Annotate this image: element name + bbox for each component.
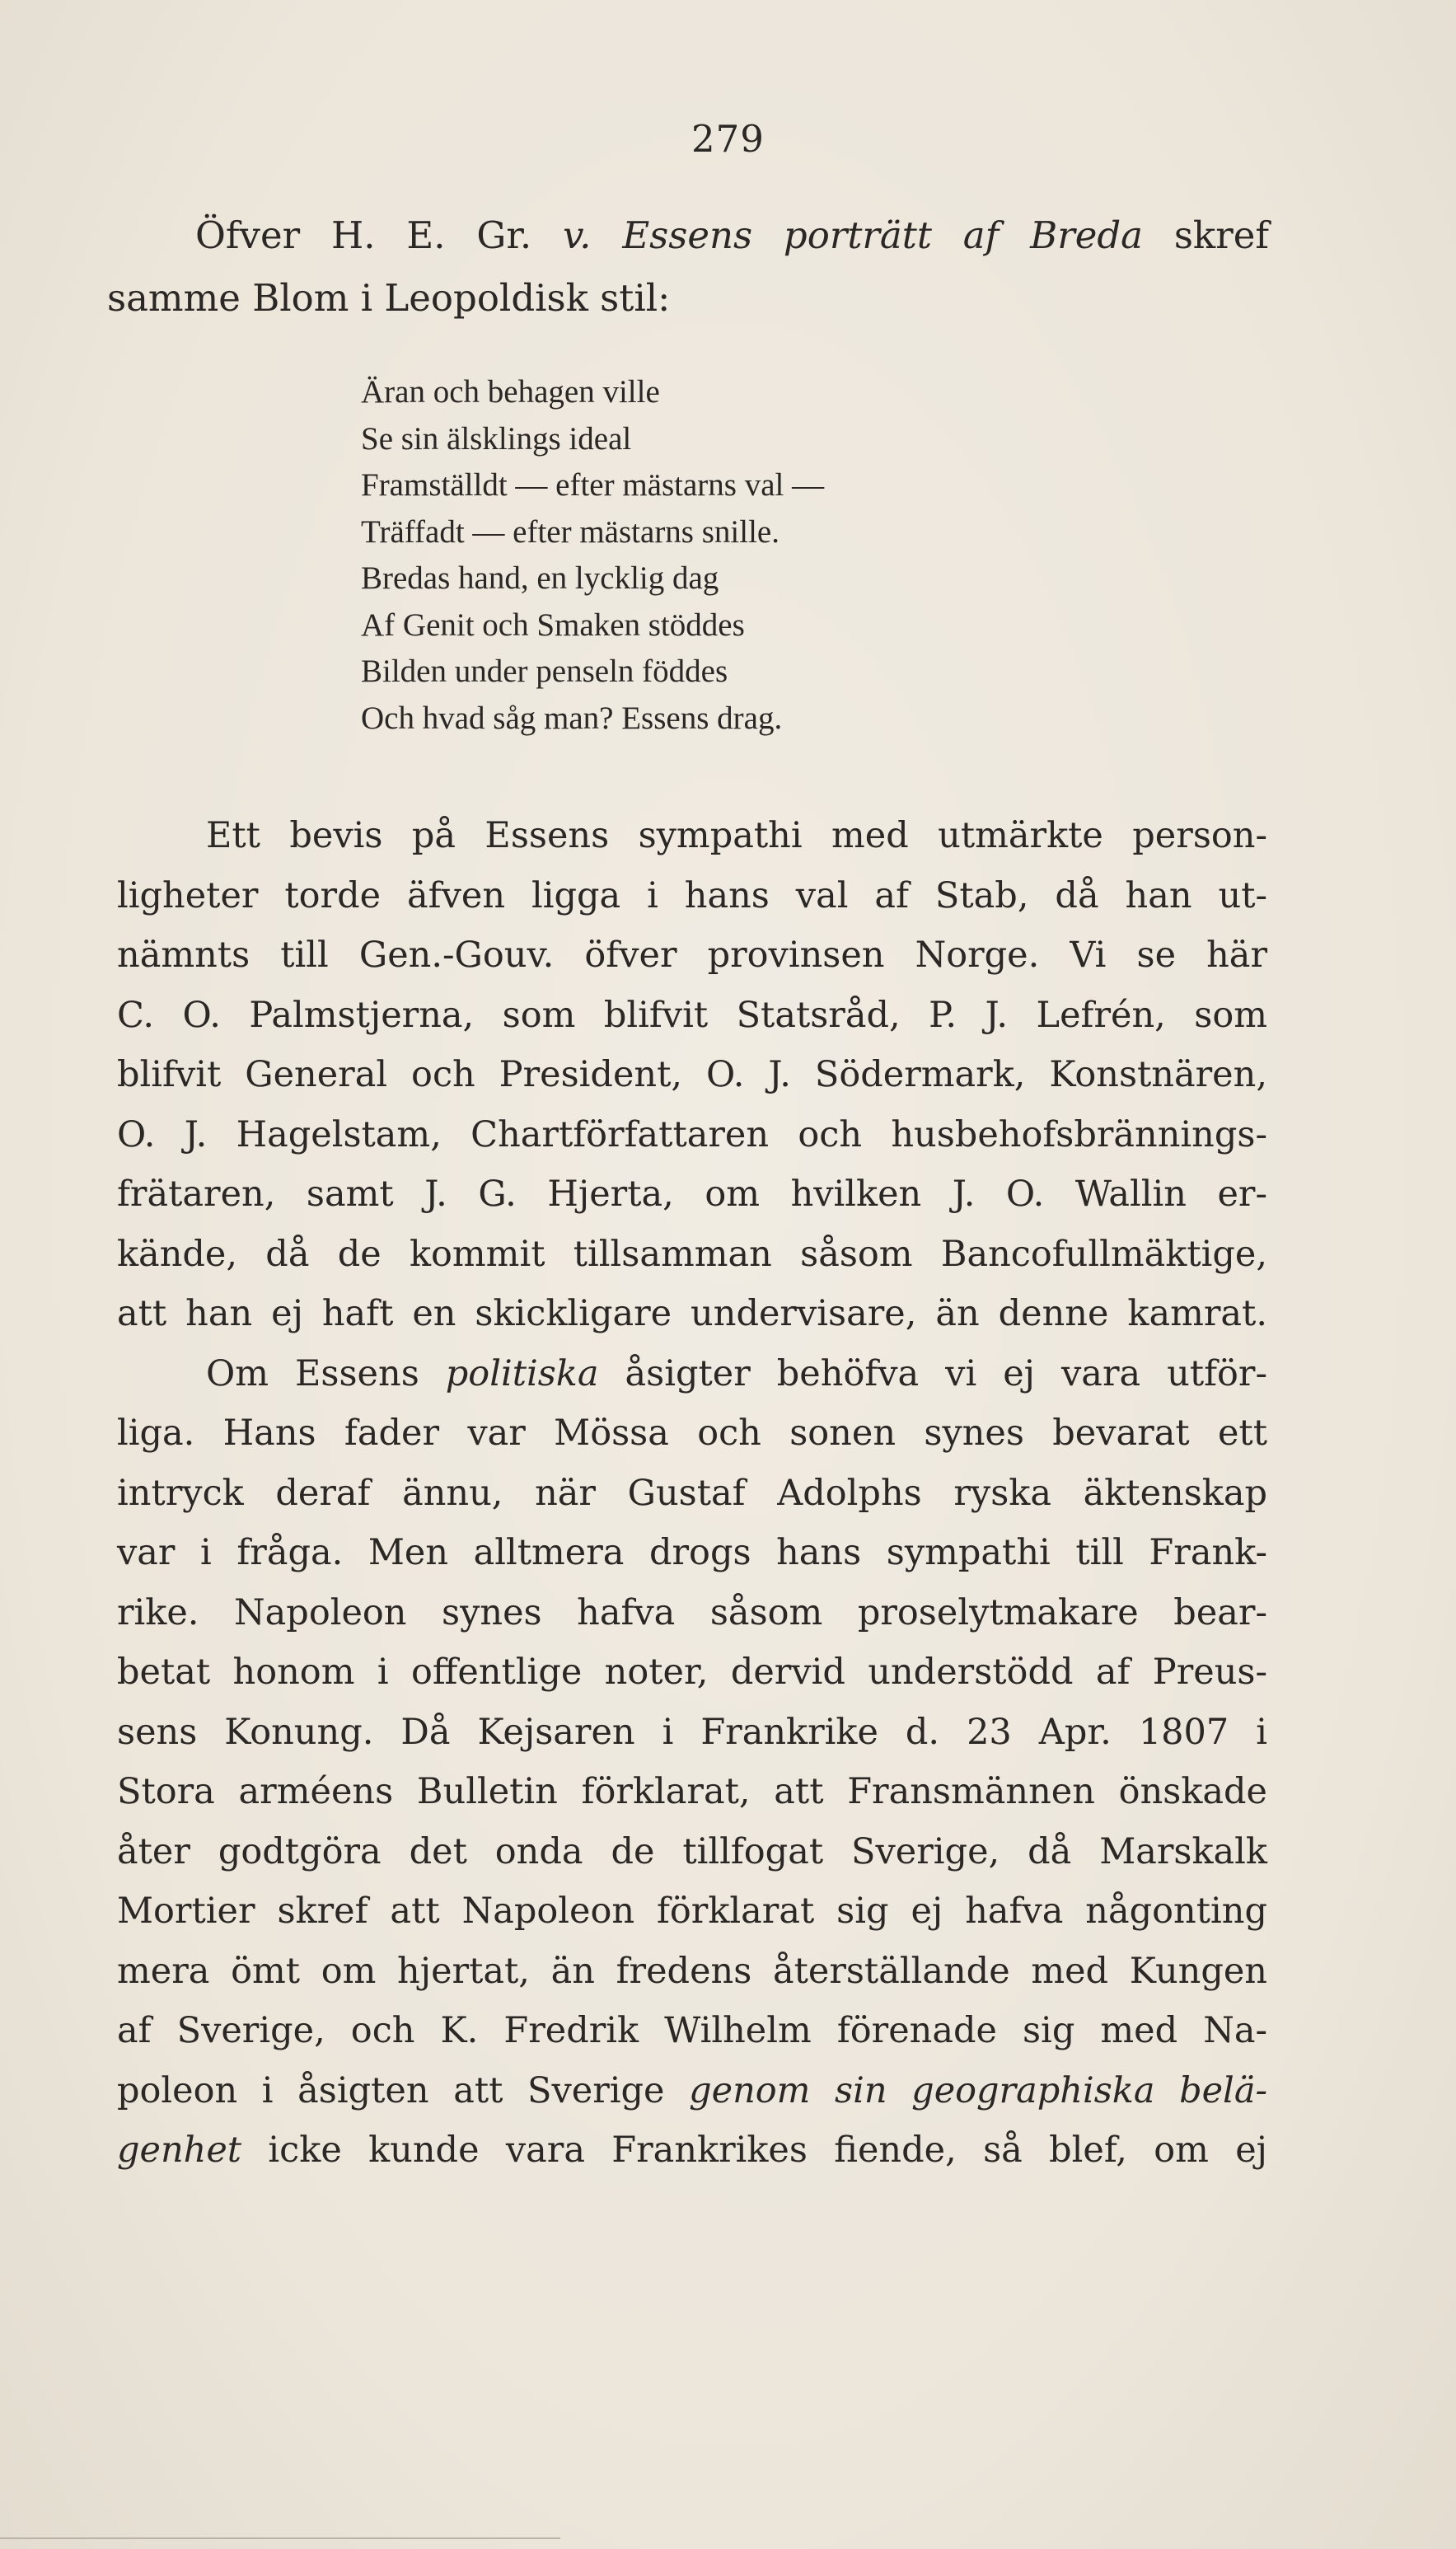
body-text-fragment: icke kunde vara Frankrikes fiende, så blef, om ej <box>241 2130 1267 2171</box>
poem-line: Och hvad såg man? Essens drag. <box>361 700 783 736</box>
body-line: C. O. Palmstjerna, som blifvit Statsråd, P. J. Lefrén, som <box>117 994 1267 1036</box>
poem-line: Träffadt — efter mästarns snille. <box>361 513 779 550</box>
body-line: af Sverige, och K. Fredrik Wilhelm förenade sig med Na- <box>117 2010 1267 2051</box>
intro-line-2: samme Blom i Leopoldisk stil: <box>107 276 671 320</box>
body-line: kände, då de kommit tillsamman såsom Bancofullmäktige, <box>117 1233 1267 1275</box>
body-line: mera ömt om hjertat, än fredens återställande med Kungen <box>117 1950 1267 1992</box>
body-line: Mortier skref att Napoleon förklarat sig ej hafva någonting <box>117 1891 1267 1932</box>
intro-text-end: skref <box>1142 213 1269 257</box>
body-line: sens Konung. Då Kejsaren i Frankrike d. 23 Apr. 1807 i <box>117 1711 1267 1753</box>
page-number: 279 <box>691 117 765 161</box>
poem-line: Framställdt — efter mästarns val — <box>361 467 825 503</box>
intro-italic-title: v. Essens porträtt af Breda <box>563 213 1143 257</box>
body-line: var i fråga. Men alltmera drogs hans sympathi till Frank- <box>117 1532 1267 1573</box>
intro-line-1 <box>107 204 1269 267</box>
body-line: blifvit General och President, O. J. Södermark, Konstnären, <box>117 1054 1267 1095</box>
body-line: Stora arméens Bulletin förklarat, att Fransmännen önskade <box>117 1771 1267 1812</box>
body-line: intryck deraf ännu, när Gustaf Adolphs ryska äktenskap <box>117 1472 1267 1514</box>
intro-paragraph <box>107 204 1269 330</box>
body-line-last <box>117 2120 1267 2181</box>
body-line-politiska <box>117 1344 1267 1404</box>
body-line: nämnts till Gen.-Gouv. öfver provinsen Norge. Vi se här <box>117 935 1267 976</box>
poem-line: Af Genit och Smaken stöddes <box>361 607 745 643</box>
body-text-fragment: åsigter behöfva vi ej vara utför- <box>598 1352 1267 1394</box>
poem <box>361 369 824 742</box>
body-text <box>117 806 1267 2181</box>
body-italic-fragment: politiska <box>445 1352 599 1394</box>
body-line: åter godtgöra det onda de tillfogat Sverige, då Marskalk <box>117 1830 1267 1872</box>
poem-line: Bilden under penseln föddes <box>361 654 728 689</box>
poem-line: Se sin älsklings ideal <box>361 420 632 457</box>
body-line: liga. Hans fader var Mössa och sonen synes bevarat ett <box>117 1413 1267 1454</box>
body-line: att han ej haft en skickligare undervisare, än denne kamrat. <box>117 1293 1267 1334</box>
body-line-geographiska <box>117 2061 1267 2121</box>
page-edge-divider <box>0 2537 560 2539</box>
body-italic-fragment: genhet <box>117 2130 242 2171</box>
body-text-fragment: Om Essens <box>206 1352 446 1394</box>
poem-line: Äran och behagen ville <box>361 374 660 410</box>
intro-text: Öfver H. E. Gr. <box>195 213 564 257</box>
body-italic-fragment: genom sin geographiska belä- <box>689 2069 1267 2111</box>
body-line: betat honom i offentlige noter, dervid understödd af Preus- <box>117 1652 1267 1693</box>
body-line: Ett bevis på Essens sympathi med utmärkte person- <box>206 815 1267 856</box>
body-line: frätaren, samt J. G. Hjerta, om hvilken J. O. Wallin er- <box>117 1174 1267 1215</box>
body-line: ligheter torde äfven ligga i hans val af Stab, då han ut- <box>117 874 1267 916</box>
body-text-fragment: poleon i åsigten att Sverige <box>117 2069 690 2111</box>
body-line: O. J. Hagelstam, Chartförfattaren och husbehofsbrännings- <box>117 1113 1267 1155</box>
body-line: rike. Napoleon synes hafva såsom proselytmakare bear- <box>117 1591 1267 1633</box>
poem-line: Bredas hand, en lycklig dag <box>361 560 719 596</box>
